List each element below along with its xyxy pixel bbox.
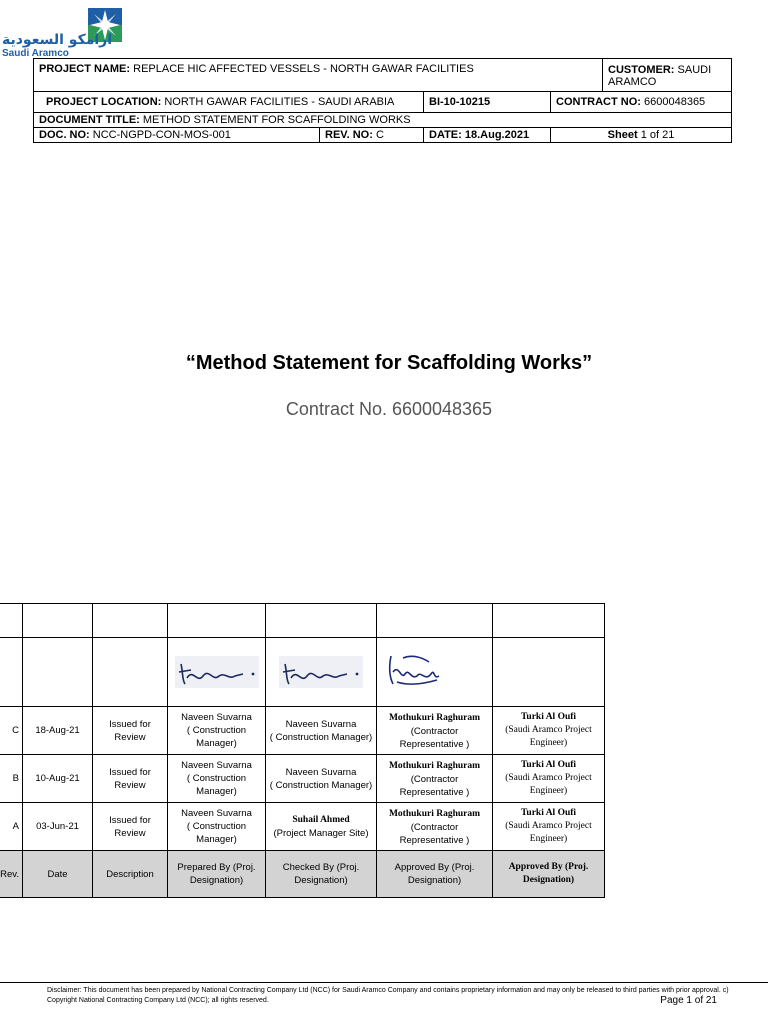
document-title-label: DOCUMENT TITLE: [39,114,140,126]
rev-cell: C [0,707,23,755]
approved2-name: Turki Al Oufi [520,808,577,818]
project-location-value: NORTH GAWAR FACILITIES - SAUDI ARABIA [164,96,395,108]
revision-row [0,803,605,851]
checked-signature-cell [266,638,377,707]
blank-cell [377,604,493,638]
checked-role: (Project Manager Site) [273,828,369,839]
description-cell: Issued for Review [93,755,168,803]
footer-date-header: Date [23,851,93,898]
approved2-name: Turki Al Oufi [520,760,577,770]
checked-cell [266,707,377,755]
project-location-cell [34,92,424,113]
header-row-location [34,92,732,113]
blank-cell [0,638,23,707]
footer-checked-header: Checked By (Proj. Designation) [266,851,377,898]
checked-role: ( Construction Manager) [269,731,373,743]
approved-cell [377,803,493,851]
approved2-name: Turki Al Oufi [520,712,577,722]
contract-label: CONTRACT NO: [556,96,641,108]
sheet-cell [551,128,732,143]
signature-row [0,638,605,707]
revision-table [0,603,605,898]
date-cell: 10-Aug-21 [23,755,93,803]
document-header-table [33,58,732,143]
approved2-role: (Saudi Aramco Project Engineer) [505,725,592,748]
rev-cell: A [0,803,23,851]
approved-name: Mothukuri Raghuram [388,808,481,819]
checked-name: Naveen Suvarna [285,718,357,730]
date-cell: 18-Aug-21 [23,707,93,755]
header-row-title [34,113,732,128]
footer-description-header: Description [93,851,168,898]
checked-name: Suhail Ahmed [292,815,350,825]
prepared-cell [168,755,266,803]
document-title-value: METHOD STATEMENT FOR SCAFFOLDING WORKS [142,114,411,126]
customer-label: CUSTOMER: [608,64,675,76]
date-label: DATE: [429,129,462,141]
doc-no-label: DOC. NO: [39,129,90,141]
date-cell [424,128,551,143]
revision-row [0,755,605,803]
signature-approved-image [383,650,445,690]
revision-table-footer [0,851,605,898]
blank-cell [23,638,93,707]
project-name-label: PROJECT NAME: [39,63,131,75]
sheet-of: of [649,129,660,141]
contract-cell [551,92,732,113]
prepared-name: Naveen Suvarna [181,808,252,819]
approved-name: Mothukuri Raghuram [388,712,481,723]
document-title-cell [34,113,732,128]
bi-number-cell [424,92,551,113]
prepared-cell [168,803,266,851]
checked-role: ( Construction Manager) [269,779,373,791]
prepared-cell [168,707,266,755]
approved-cell [377,755,493,803]
blank-cell [0,604,23,638]
prepared-role: ( Construction Manager) [186,725,247,749]
approved-signature-cell [377,638,493,707]
project-name-value: REPLACE HIC AFFECTED VESSELS - NORTH GAWAR FACILITIES [133,63,474,75]
footer-approved2-header: Approved By (Proj. Designation) [493,851,605,898]
checked-name: Naveen Suvarna [285,766,357,778]
logo-latin-text: Saudi Aramco [2,48,69,59]
footer-approved-header: Approved By (Proj. Designation) [377,851,493,898]
checked-cell [266,803,377,851]
approved2-cell [493,755,605,803]
checked-cell [266,755,377,803]
disclaimer-text: Disclaimer: This document has been prepared by National Contracting Company Ltd (NCC) for Saudi Aramco Company and contains proprietary information and may only be released to third parties with prior approval. c) Copyright National Contracting Company Ltd (NCC); all rights reserved. [47,987,729,1004]
signature-checked-image [277,654,365,690]
customer-value: SAUDI ARAMCO [608,64,712,88]
doc-no-value: NCC-NGPD-CON-MOS-001 [92,129,231,141]
rev-no-cell [320,128,424,143]
page-number: Page 1 of 21 [660,995,717,1006]
date-value: 18.Aug.2021 [464,129,530,141]
contract-line: Contract No. 6600048365 [285,399,493,419]
approved-cell [377,707,493,755]
approved2-role: (Saudi Aramco Project Engineer) [505,821,592,844]
blank-cell [493,604,605,638]
approved-role: (Contractor Representative ) [399,773,470,798]
blank-cell [266,604,377,638]
approved-role: (Contractor Representative ) [399,821,470,846]
approved-role: (Contractor Representative ) [399,725,470,750]
prepared-signature-cell [168,638,266,707]
approved2-role: (Saudi Aramco Project Engineer) [505,773,592,796]
prepared-role: ( Construction Manager) [186,773,247,797]
blank-cell [168,604,266,638]
footer-divider [0,982,768,983]
bi-number: BI-10-10215 [429,96,491,108]
sheet-number: 1 [640,129,647,141]
sheet-total: 21 [662,129,675,141]
contract-value: 6600048365 [644,96,706,108]
prepared-name: Naveen Suvarna [181,712,252,723]
project-name-cell [34,59,603,92]
footer-rev-header: Rev. [0,851,23,898]
rev-cell: B [0,755,23,803]
approved2-cell [493,707,605,755]
customer-cell [603,59,732,92]
doc-no-cell [34,128,320,143]
project-location-label: PROJECT LOCATION: [46,96,162,108]
header-row-project [34,59,732,92]
blank-cell [93,604,168,638]
header-row-docno [34,128,732,143]
saudi-aramco-logo [0,8,125,59]
description-cell: Issued for Review [93,803,168,851]
signature-prepared-image [173,654,261,690]
date-cell: 03-Jun-21 [23,803,93,851]
blank-cell [493,638,605,707]
revision-row [0,707,605,755]
footer-prepared-header: Prepared By (Proj. Designation) [168,851,266,898]
blank-cell [93,638,168,707]
revision-blank-row [0,604,605,638]
sheet-label: Sheet [607,129,638,141]
prepared-role: ( Construction Manager) [186,821,247,845]
logo-arabic-text: ارامكو السعودية [2,32,113,48]
page-title: “Method Statement for Scaffolding Works” [185,352,593,374]
rev-no-value: C [375,129,384,141]
blank-cell [23,604,93,638]
rev-no-label: REV. NO: [325,129,373,141]
approved2-cell [493,803,605,851]
approved-name: Mothukuri Raghuram [388,760,481,771]
prepared-name: Naveen Suvarna [181,760,252,771]
description-cell: Issued for Review [93,707,168,755]
